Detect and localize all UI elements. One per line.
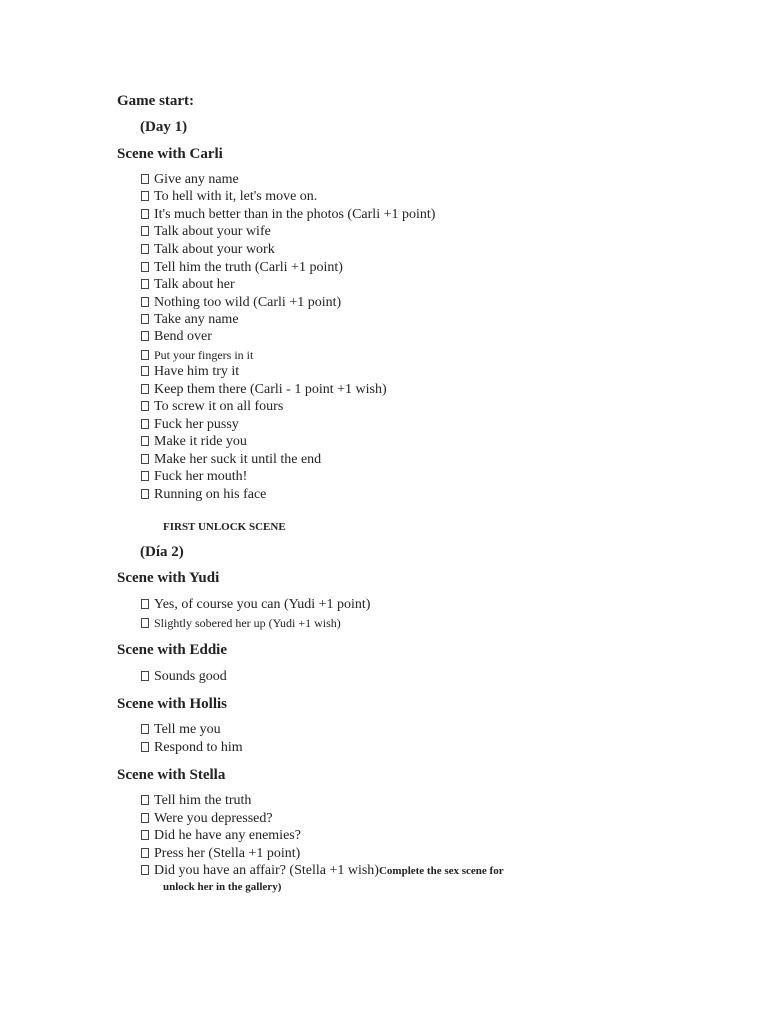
checkbox-icon [141, 742, 149, 752]
checklist-item: It's much better than in the photos (Carli +1 point) [141, 207, 435, 223]
checkbox-icon [141, 454, 149, 464]
checklist-item: To hell with it, let's move on. [141, 189, 317, 205]
checkbox-icon [141, 191, 149, 201]
checkbox-icon [141, 174, 149, 184]
checklist-item: Fuck her mouth! [141, 469, 247, 485]
checkbox-icon [141, 279, 149, 289]
checklist-item: Talk about her [141, 277, 235, 293]
first-unlock-scene-label: FIRST UNLOCK SCENE [163, 521, 286, 533]
checklist-item: Respond to him [141, 740, 243, 756]
checklist-item: Fuck her pussy [141, 417, 239, 433]
game-start-heading: Game start: [117, 93, 195, 109]
checklist-item: To screw it on all fours [141, 399, 283, 415]
checkbox-icon [141, 471, 149, 481]
checkbox-icon [141, 436, 149, 446]
scene-stella-heading: Scene with Stella [117, 767, 226, 783]
checklist-item: Take any name [141, 312, 239, 328]
checkbox-icon [141, 724, 149, 734]
checkbox-icon [141, 384, 149, 394]
checkbox-icon [141, 618, 149, 628]
scene-carli-heading: Scene with Carli [117, 146, 223, 162]
checkbox-icon [141, 209, 149, 219]
checklist-item: Slightly sobered her up (Yudi +1 wish) [141, 615, 341, 631]
checklist-item: Tell him the truth (Carli +1 point) [141, 260, 343, 276]
day-1-label: (Day 1) [140, 119, 188, 135]
checkbox-icon [141, 401, 149, 411]
checklist-item: Make it ride you [141, 434, 247, 450]
checkbox-icon [141, 489, 149, 499]
checklist-item: Make her suck it until the end [141, 452, 321, 468]
scene-hollis-heading: Scene with Hollis [117, 696, 228, 712]
checklist-item: Put your fingers in it [141, 347, 253, 363]
checkbox-icon [141, 366, 149, 376]
checkbox-icon [141, 599, 149, 609]
checkbox-icon [141, 795, 149, 805]
checklist-item: Yes, of course you can (Yudi +1 point) [141, 597, 370, 613]
checkbox-icon [141, 244, 149, 254]
checkbox-icon [141, 671, 149, 681]
checkbox-icon [141, 813, 149, 823]
checklist-item: Sounds good [141, 669, 227, 685]
checklist-item: Did he have any enemies? [141, 828, 301, 844]
gallery-note: Complete the sex scene for [378, 865, 504, 877]
checkbox-icon [141, 419, 149, 429]
checklist-item: Talk about your wife [141, 224, 271, 240]
gallery-note-continued: unlock her in the gallery) [163, 881, 282, 893]
checklist-item: Bend over [141, 329, 212, 345]
day-2-label: (Día 2) [140, 544, 184, 560]
checkbox-icon [141, 331, 149, 341]
checklist-item: Have him try it [141, 364, 239, 380]
checklist-item: Nothing too wild (Carli +1 point) [141, 295, 341, 311]
checkbox-icon [141, 350, 149, 360]
scene-yudi-heading: Scene with Yudi [117, 570, 220, 586]
checklist-item: Running on his face [141, 487, 266, 503]
checklist-item: Press her (Stella +1 point) [141, 846, 300, 862]
checklist-item: Did you have an affair? (Stella +1 wish)Complete the sex scene for [141, 863, 504, 879]
checklist-item: Talk about your work [141, 242, 275, 258]
scene-eddie-heading: Scene with Eddie [117, 642, 228, 658]
checklist-item: Tell him the truth [141, 793, 251, 809]
checklist-item: Were you depressed? [141, 811, 273, 827]
checkbox-icon [141, 297, 149, 307]
checkbox-icon [141, 848, 149, 858]
checkbox-icon [141, 830, 149, 840]
checklist-item: Tell me you [141, 722, 221, 738]
checkbox-icon [141, 865, 149, 875]
checkbox-icon [141, 314, 149, 324]
checkbox-icon [141, 226, 149, 236]
checklist-item: Give any name [141, 172, 239, 188]
checklist-item: Keep them there (Carli - 1 point +1 wish) [141, 382, 387, 398]
checkbox-icon [141, 262, 149, 272]
